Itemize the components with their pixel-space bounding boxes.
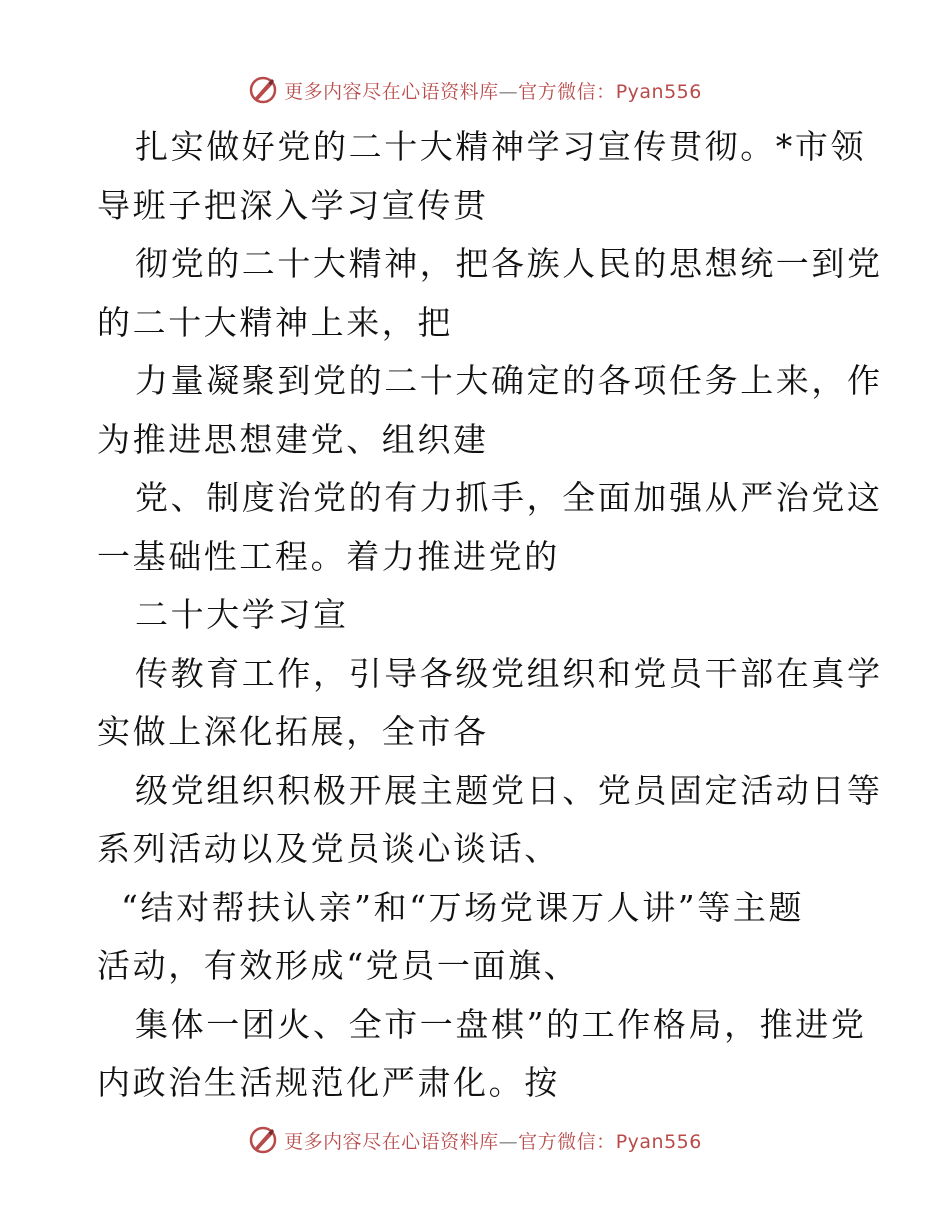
body-line: 彻党的二十大精神，把各族人民的思想统一到党 <box>135 244 883 283</box>
watermark-wechat-id: Pyan556 <box>615 1130 702 1153</box>
watermark-text <box>284 1127 702 1154</box>
watermark-wechat-id: Pyan556 <box>615 80 702 103</box>
body-line: 的二十大精神上来，把 <box>97 302 453 342</box>
body-line: 活动，有效形成“党员一面旗、 <box>97 946 580 985</box>
watermark-dash: — <box>498 1130 519 1153</box>
body-line: 级党组织积极开展主题党日、党员固定活动日等 <box>135 770 883 810</box>
body-line: 导班子把深入学习宣传贯 <box>97 185 489 225</box>
watermark-suffix: 官方微信： <box>518 80 616 103</box>
body-line: 集体一团火、全市一盘棋”的工作格局，推进党 <box>135 1004 867 1044</box>
body-line: 一基础性工程。着力推进党的 <box>97 536 560 576</box>
header-watermark <box>0 72 950 108</box>
body-line: 系列活动以及党员谈心谈话、 <box>97 829 560 868</box>
body-line: 党、制度治党的有力抓手，全面加强从严治党这 <box>135 478 883 517</box>
document-body <box>97 118 883 1113</box>
body-line: 传教育工作，引导各级党组织和党员干部在真学 <box>135 653 883 693</box>
body-line: 实做上深化拓展，全市各 <box>97 712 489 751</box>
watermark-text <box>284 77 702 104</box>
body-line: 力量凝聚到党的二十大确定的各项任务上来，作 <box>135 361 883 400</box>
body-line: 二十大学习宣 <box>135 595 349 634</box>
watermark-main-text: 更多内容尽在心语资料库 <box>284 80 499 103</box>
body-line: 为推进思想建党、组织建 <box>97 419 489 459</box>
pen-circle-logo-icon <box>248 1125 278 1155</box>
pen-circle-logo-icon <box>248 75 278 105</box>
body-line: “结对帮扶认亲”和“万场党课万人讲”等主题 <box>121 887 805 927</box>
watermark-suffix: 官方微信： <box>518 1130 616 1153</box>
footer-watermark <box>0 1122 950 1158</box>
watermark-dash: — <box>498 80 519 103</box>
body-line: 扎实做好党的二十大精神学习宣传贯彻。*市领 <box>135 127 867 166</box>
watermark-main-text: 更多内容尽在心语资料库 <box>284 1130 499 1153</box>
body-line: 内政治生活规范化严肃化。按 <box>97 1063 560 1102</box>
